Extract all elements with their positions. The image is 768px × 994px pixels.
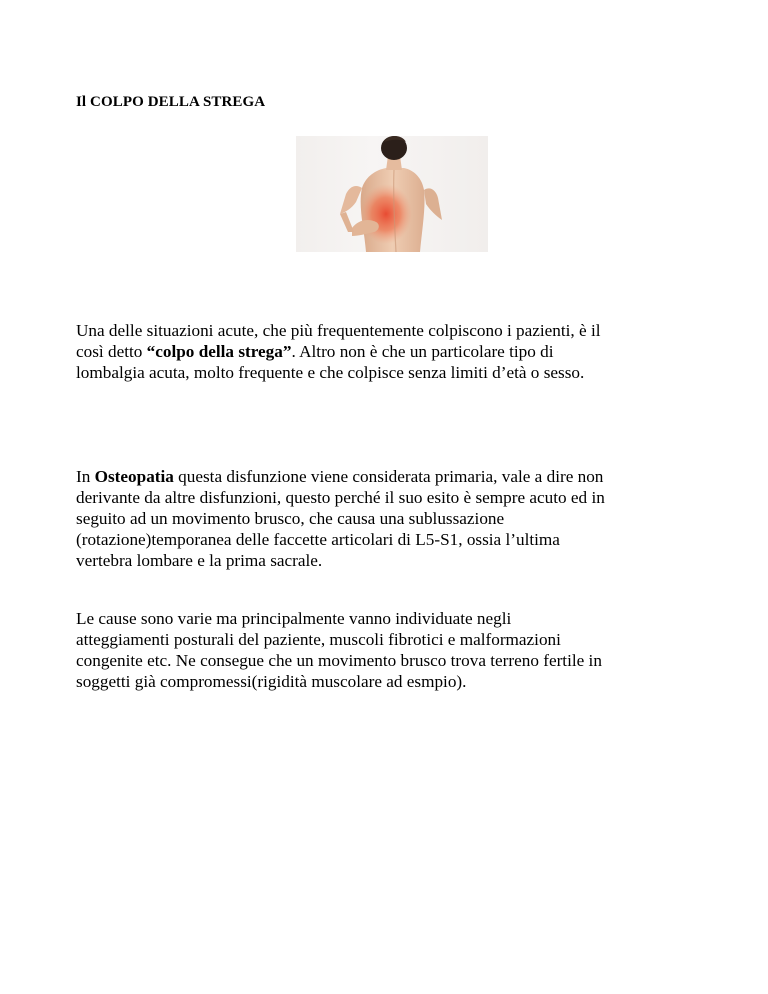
text-line — [76, 320, 706, 341]
text-line: (rotazione)temporanea delle faccette articolari di L5-S1, ossia l’ultima — [76, 530, 560, 549]
text-segment: questa disfunzione viene considerata primaria, vale a dire non — [173, 467, 604, 486]
paragraph-osteopathy — [76, 466, 706, 571]
text-line: soggetti già compromessi(rigidità muscolare ad esmpio). — [76, 672, 467, 691]
text-line: congenite etc. Ne consegue che un movimento brusco trova terreno fertile in — [76, 651, 602, 670]
bold-term: “colpo della strega” — [146, 342, 292, 361]
text-segment: così detto — [76, 342, 147, 361]
text-segment: lombalgia acuta, molto frequente e che colpisce senza limiti d’età o sesso. — [76, 363, 585, 382]
text-segment: Una delle situazioni acute, che più frequentemente colpiscono i pazienti, è il — [76, 321, 601, 340]
text-line — [76, 341, 706, 362]
text-line: Le cause sono varie ma principalmente vanno individuate negli — [76, 609, 512, 628]
text-line — [76, 466, 706, 487]
bold-term: Osteopatia — [94, 467, 174, 486]
paragraph-intro — [76, 320, 706, 383]
text-segment: In — [76, 467, 95, 486]
text-segment: . Altro non è che un particolare tipo di — [291, 342, 554, 361]
text-line: derivante da altre disfunzioni, questo perché il suo esito è sempre acuto ed in — [76, 488, 605, 507]
text-line: seguito ad un movimento brusco, che causa una sublussazione — [76, 509, 505, 528]
text-line: atteggiamenti posturali del paziente, muscoli fibrotici e malformazioni — [76, 630, 561, 649]
back-pain-image — [296, 136, 488, 252]
document-title: Il COLPO DELLA STREGA — [76, 94, 266, 110]
text-line — [76, 362, 706, 383]
back-pain-illustration-icon — [296, 136, 488, 252]
text-line: vertebra lombare e la prima sacrale. — [76, 551, 323, 570]
paragraph-causes — [76, 608, 706, 692]
